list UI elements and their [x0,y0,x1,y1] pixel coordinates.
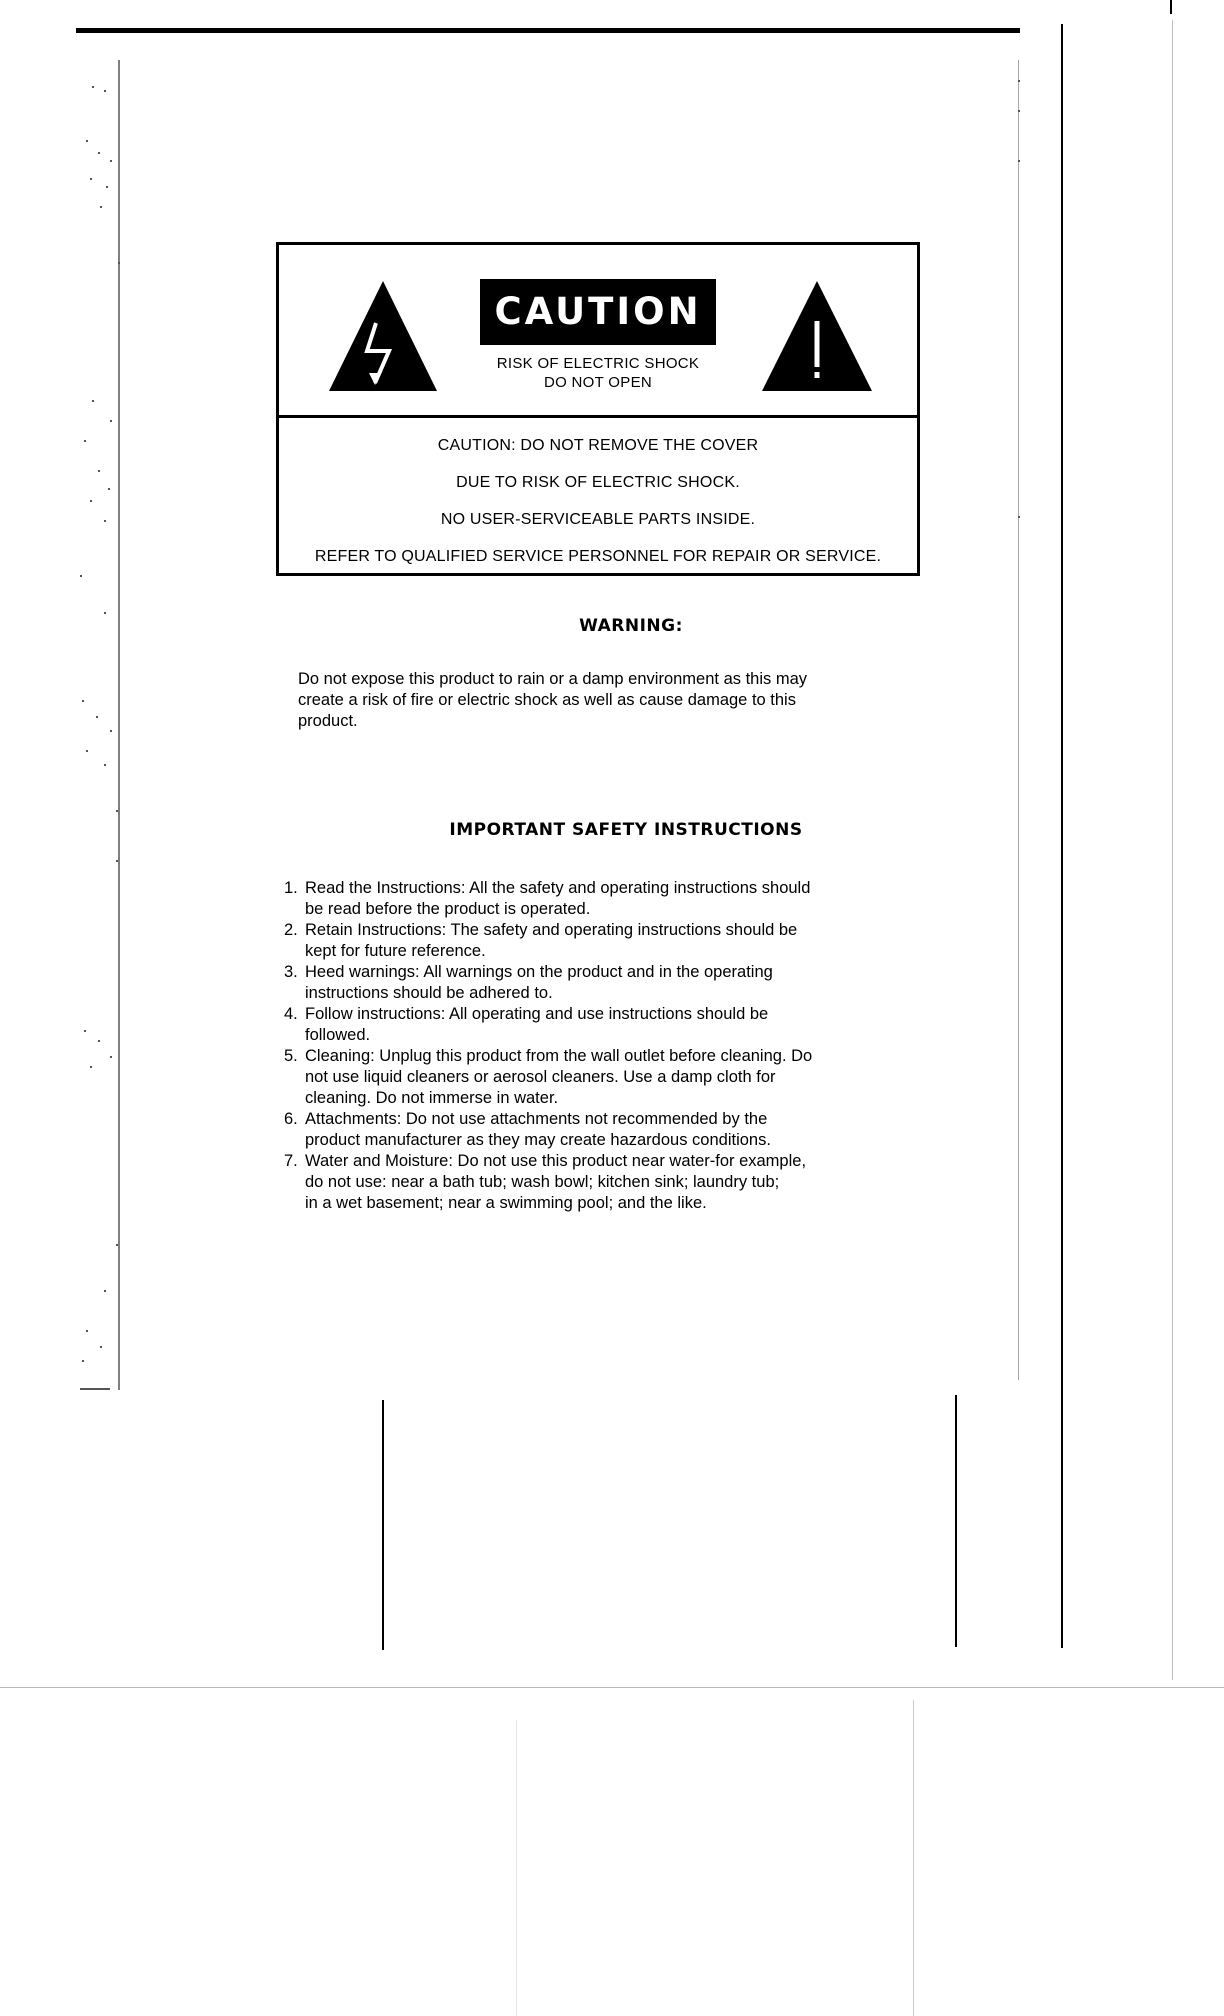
top-edge-line [1170,0,1172,14]
exclamation-triangle-icon [762,281,872,391]
bottom-faint-line-2 [516,1720,517,2016]
bottom-fold-line [0,1687,1224,1688]
item-number: 7. [284,1152,298,1170]
right-border-line [1061,24,1063,1648]
item-line: Water and Moisture: Do not use this product near water-for example, [305,1152,807,1170]
item-line: Read the Instructions: All the safety and operating instructions should [305,879,811,897]
caution-line-1: CAUTION: DO NOT REMOVE THE COVER [437,437,759,454]
caution-banner: CAUTION [480,279,716,345]
item-line: do not use: near a bath tub; wash bowl; kitchen sink; laundry tub; [305,1173,780,1191]
caution-line-3: NO USER-SERVICEABLE PARTS INSIDE. [440,511,756,528]
item-number: 3. [284,963,298,981]
item-line: followed. [305,1026,371,1044]
list-item [284,1109,944,1151]
list-item [284,962,944,1004]
warning-line: Do not expose this product to rain or a damp environment as this may [298,670,808,688]
item-line: Retain Instructions: The safety and operating instructions should be [305,921,798,939]
list-item [284,1151,944,1214]
item-line: Heed warnings: All warnings on the product and in the operating [305,963,773,981]
item-line: be read before the product is operated. [305,900,591,918]
item-line: Cleaning: Unplug this product from the wall outlet before cleaning. Do [305,1047,813,1065]
item-number: 1. [284,879,298,897]
caution-label [276,242,920,576]
lower-right-line [955,1395,957,1647]
safety-instructions-list [284,878,944,1214]
caution-subtitle-2: DO NOT OPEN [543,374,653,391]
warning-line: create a risk of fire or electric shock as well as cause damage to this [298,691,796,709]
right-outer-line [1172,20,1173,1680]
item-line: kept for future reference. [305,942,486,960]
item-number: 5. [284,1047,298,1065]
bottom-faint-line [913,1700,914,2016]
lightning-triangle-icon [329,281,437,391]
warning-paragraph [298,669,938,732]
item-number: 6. [284,1110,298,1128]
top-border-line [76,28,1020,33]
list-item [284,920,944,962]
item-line: not use liquid cleaners or aerosol cleaners. Use a damp cloth for [305,1068,776,1086]
item-number: 2. [284,921,298,939]
list-item [284,1004,944,1046]
warning-title: WARNING: [579,616,683,636]
item-line: Attachments: Do not use attachments not recommended by the [305,1110,768,1128]
item-line: Follow instructions: All operating and use instructions should be [305,1005,769,1023]
item-line: product manufacturer as they may create hazardous conditions. [305,1131,771,1149]
list-item [284,878,944,920]
caution-line-2: DUE TO RISK OF ELECTRIC SHOCK. [456,474,740,491]
item-line: in a wet basement; near a swimming pool; and the like. [305,1194,707,1212]
safety-instructions-title: IMPORTANT SAFETY INSTRUCTIONS [449,820,803,840]
right-dotted-line [1018,60,1019,1380]
item-line: instructions should be adhered to. [305,984,553,1002]
caution-line-4: REFER TO QUALIFIED SERVICE PERSONNEL FOR REPAIR OR SERVICE. [314,548,882,565]
caution-subtitle-1: RISK OF ELECTRIC SHOCK [496,355,700,372]
item-number: 4. [284,1005,298,1023]
item-line: cleaning. Do not immerse in water. [305,1089,559,1107]
lower-left-line [382,1400,384,1650]
left-margin-line [118,60,120,1390]
list-item [284,1046,944,1109]
caution-header [279,245,917,418]
warning-line: product. [298,712,358,730]
